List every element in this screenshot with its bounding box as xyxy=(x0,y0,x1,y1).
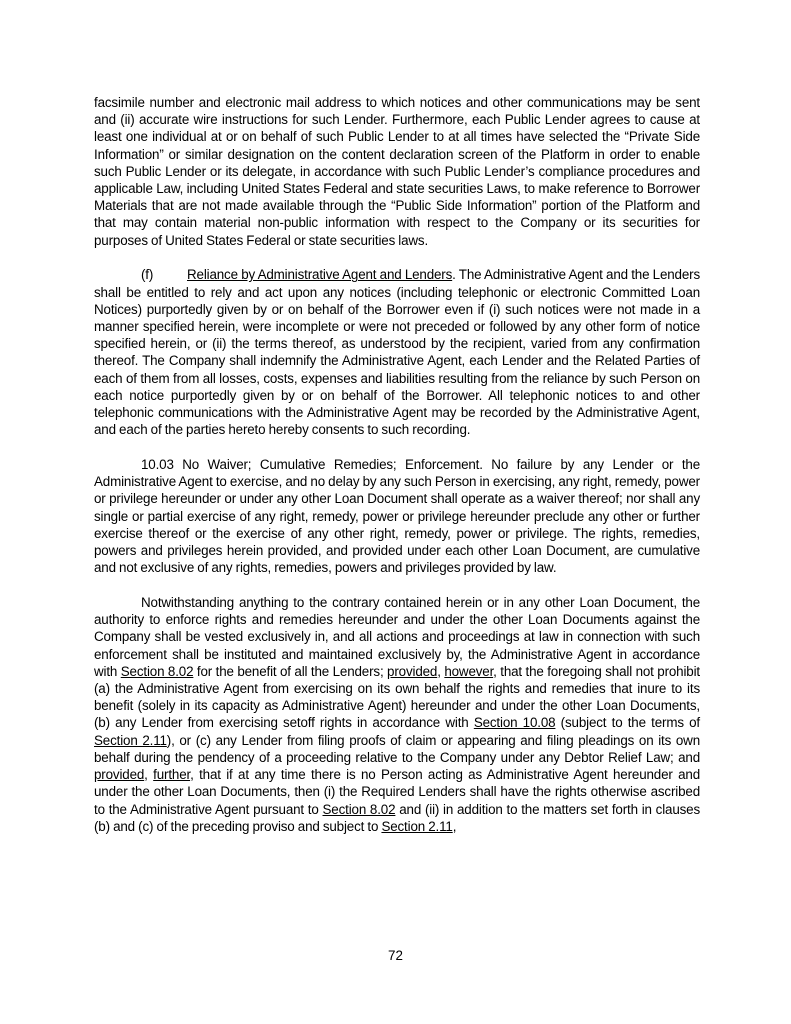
section-ref-8-02: Section 8.02 xyxy=(120,663,194,679)
term-provided: provided xyxy=(387,663,438,679)
clause-body-reliance: The Administrative Agent and the Lenders shall be entitled to rely and act upon any notices (including telephonic or electronic Committed Loan Notices) purportedly given by or on behalf of the Borrower even if (i) such notices were not made in a manner specified herein, were incomplete or were not preceded or followed by any other form of notice specified herein, or (ii) the terms thereof, as understood by the recipient, varied from any confirmation thereof. The Company shall indemnify the Administrative Agent, each Lender and the Related Parties of each of them from all losses, costs, expenses and liabilities resulting from the reliance by such Person on each notice purportedly given by or on behalf of the Borrower. All telephonic notices to and other telephonic communications with the Administrative Agent may be recorded by the Administrative Agent, and each of the parties hereto hereby consents to such recording. xyxy=(94,267,700,438)
paragraph-notwithstanding xyxy=(94,594,700,835)
section-ref-2-11: Section 2.11 xyxy=(94,732,167,748)
section-heading-10-03: 10.03 No Waiver; Cumulative Remedies; Enforcement. xyxy=(141,457,483,473)
document-page xyxy=(94,94,700,835)
clause-heading-period: . xyxy=(452,267,456,283)
text-run: for the benefit of all the Lenders; xyxy=(193,663,388,679)
term-however: however xyxy=(444,663,494,679)
text-run: , xyxy=(144,767,154,783)
section-body-10-03: No failure by any Lender or the Administrative Agent to exercise, and no delay by any such Person in exercising, any right, remedy, power or privilege hereunder or under any other Loan Document shall operate as a waiver thereof; nor shall any single or partial exercise of any right, remedy, power or privilege hereunder preclude any other or further exercise thereof or the exercise of any other right, remedy, power or privilege. The rights, remedies, powers and privileges herein provided, and provided under each other Loan Document, are cumulative and not exclusive of any rights, remedies, powers and privileges provided by law. xyxy=(94,457,700,576)
section-ref-10-08: Section 10.08 xyxy=(473,715,556,731)
clause-label-f: (f) xyxy=(141,267,154,283)
section-ref-8-02: Section 8.02 xyxy=(322,801,396,817)
text-run: , xyxy=(452,818,457,834)
paragraph-no-waiver xyxy=(94,456,700,576)
term-provided: provided xyxy=(94,767,145,783)
clause-heading-reliance: Reliance by Administrative Agent and Lenders xyxy=(187,267,453,283)
term-further: further xyxy=(153,767,191,783)
text-run: , that the foregoing shall not prohibit (a) the Administrative Agent from exercising on its own behalf the rights and remedies that inure to its benefit (solely in its capacity as Administrative Agent) hereunder and under the other Loan Documents, (b) any Lender from exercising setoff rights in accordance with xyxy=(94,663,700,731)
paragraph-reliance xyxy=(94,266,700,438)
text-run: (subject to the terms of xyxy=(555,715,700,731)
text-run: , that if at any time there is no Person acting as Administrative Agent hereunder and under the other Loan Documents, then (i) the Required Lenders shall have the rights otherwise ascribed to the Administrative Agent pursuant to xyxy=(94,767,701,817)
paragraph-notices-continued: facsimile number and electronic mail address to which notices and other communications may be sent and (ii) accurate wire instructions for such Lender. Furthermore, each Public Lender agrees to cause at least one individual at or on behalf of such Public Lender to at all times have selected the “Private Side Information” or similar designation on the content declaration screen of the Platform in order to enable such Public Lender or its delegate, in accordance with such Public Lender’s compliance procedures and applicable Law, including United States Federal and state securities Laws, to make reference to Borrower Materials that are not made available through the “Public Side Information” portion of the Platform and that may contain material non-public information with respect to the Company or its securities for purposes of United States Federal or state securities laws. xyxy=(94,95,700,248)
text-run: and (ii) in addition to the matters set forth in clauses (b) and (c) of the preceding proviso and subject to xyxy=(94,801,700,834)
section-ref-2-11: Section 2.11 xyxy=(381,818,453,834)
text-run: ), or (c) any Lender from filing proofs of claim or appearing and filing pleadings on its own behalf during the pendency of a proceeding relative to the Company under any Debtor Relief Law; and xyxy=(94,732,700,765)
text-run: Notwithstanding anything to the contrary contained herein or in any other Loan Document, the authority to enforce rights and remedies hereunder and under the other Loan Documents against the Company shall be vested exclusively in, and all actions and proceedings at law in connection with such enforcement shall be instituted and maintained exclusively by, the Administrative Agent in accordance with xyxy=(94,595,700,679)
page-number: 72 xyxy=(388,948,403,963)
text-run: , xyxy=(437,663,445,679)
